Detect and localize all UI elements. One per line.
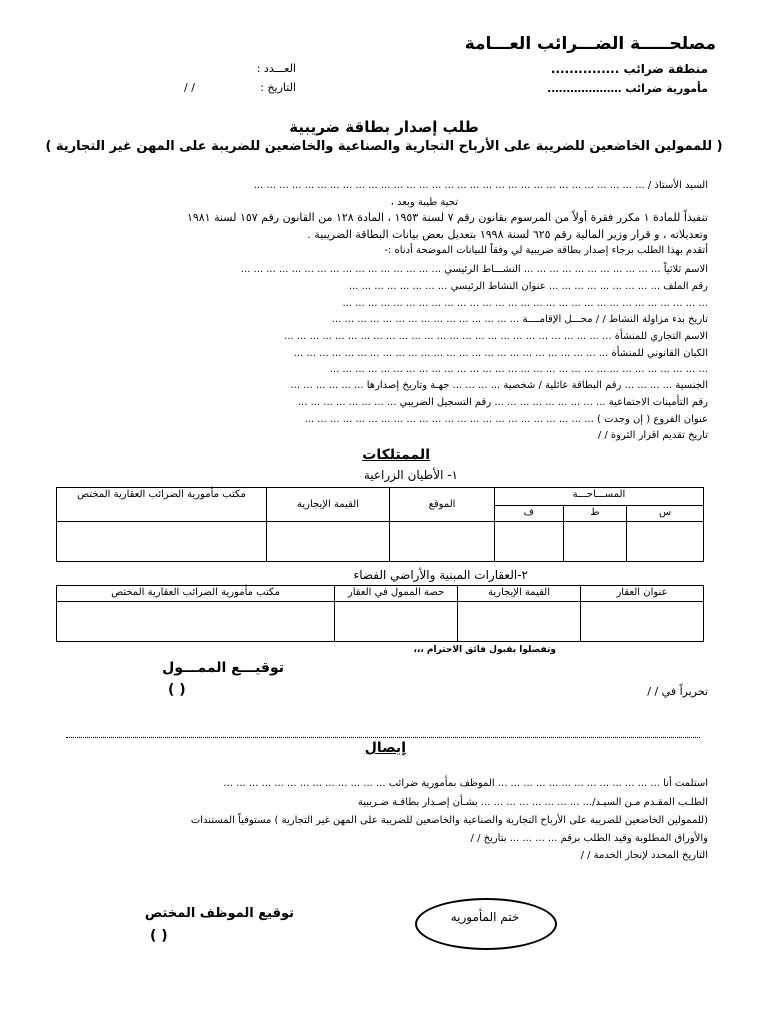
office-stamp-label: ختم المأموريه [450, 910, 520, 924]
line-dots: ... ... ... ... ... ... ... ... ... ... ... ... ... ... ... ... ... ... ... ... ... ... ... ... ... ... ... ... ... [342, 298, 708, 309]
line-dots-2: ... ... ... ... ... ... ... ... ... ... ... ... ... ... ... ... ... ... ... ... ... ... ... ... ... ... ... ... ... ... [329, 364, 708, 375]
officer-signature-parens: ( ) [150, 928, 168, 944]
line-addressee: السيد الأستاذ / ... ... ... ... ... ... ... ... ... ... ... ... ... ... ... ... ... ... ... ... ... ... ... ... ... ... ... ... ... ... ... [253, 180, 708, 191]
agri-cell [57, 522, 267, 562]
agri-table [56, 487, 704, 562]
receipt-line-2: الطلـب المقـدم مـن السيـد/... ... ... ... ... ... ... ... ... بشـأن إصـدار بطاقـة ضـريبية [357, 797, 708, 808]
receipt-line-3: (للممولين الخاضعين للضريبة على الأرباح التجارية والصناعية والخاضعين للضريبة على المهن غير التجارية ) مستوفياً المستندات [190, 815, 708, 826]
line-request: أتقدم بهذا الطلب برجاء إصدار بطاقة ضريبية لي وفقاً للبيانات الموضحة أدناه :- [384, 245, 708, 256]
agri-sub-col-2: ط [563, 506, 627, 522]
taxpayer-signature-label: توقيـــع الممـــول [162, 660, 284, 676]
office-dots: …………….…. [547, 82, 622, 95]
agri-col-office: مكتب مأمورية الضرائب العقارية المختص [57, 488, 267, 522]
build-col-address: عنوان العقار [581, 586, 704, 602]
line-wealth-date: تاريخ تقديم اقرار الثروة / / [597, 430, 708, 441]
agri-col-location: الموقع [390, 488, 495, 522]
region-label-text: منطقة ضرائب [623, 62, 708, 76]
agri-col-rent: القيمة الإيجارية [267, 488, 390, 522]
properties-heading: الممتلكات [362, 447, 430, 463]
office-stamp-oval [415, 898, 557, 950]
line-law-2: وتعديلاته ، و قرار وزير المالية رقم ٦٢٥ لسنة ١٩٩٨ بتعديل بعض بيانات البطاقة الضريبية . [307, 228, 708, 241]
form-title: طلب إصدار بطاقة ضريبية [289, 118, 479, 136]
agri-cell [267, 522, 390, 562]
dotted-separator [66, 737, 700, 738]
line-nationality: الجنسية ... ... ... ... رقم البطاقة عائلية / شخصية ... ... ... ... جهـة وتاريخ إصدارها ... ... ... ... ... ... [290, 380, 708, 391]
authority-title: مصلحـــــة الضـــرائب العـــامة [464, 34, 716, 54]
line-file-number: رقم الملف ... ... ... ... ... ... ... ... ... عنوان النشاط الرئيسي ... ... ... ... ... ... ... ... [348, 281, 708, 292]
region-dots: ............... [550, 62, 620, 76]
line-legal-entity: الكيان القانوني للمنشأة ... ... ... ... ... ... ... ... ... ... ... ... ... ... ... ... ... ... ... ... ... ... ... ... ... [293, 348, 708, 359]
buildings-table [56, 585, 704, 642]
agri-cell [563, 522, 627, 562]
line-greeting: تحية طيبة وبعد ، [390, 197, 458, 208]
build-col-share: حصة الممول في العقار [335, 586, 458, 602]
line-trade-name: الاسم التجاري للمنشأة ... ... ... ... ... ... ... ... ... ... ... ... ... ... ... ... ... ... ... ... ... ... ... ... ... ... [284, 331, 708, 342]
office-label-text: مأمورية ضرائب [625, 82, 708, 95]
build-cell [335, 602, 458, 642]
agri-cell [390, 522, 495, 562]
respect-line: وتفضلوا بقبول فائق الاحترام ،،، [413, 645, 556, 655]
agri-cell [627, 522, 704, 562]
build-cell [458, 602, 581, 642]
agri-col-area: المســـاحـــة [495, 488, 704, 506]
line-start-date: تاريخ بدء مزاولة النشاط / / محـــل الإقامــــة ... ... ... ... ... ... ... ... ... ... ... ... ... ... ... [331, 314, 708, 325]
line-name: الاسم ثلاثياً ... ... ... ... ... ... ... ... ... ... ... النشـــاط الرئيسي ... ... ... ... ... ... ... ... ... ... ... ... ... ... ... ... [240, 264, 708, 275]
region-label [551, 62, 708, 76]
line-insurance: رقم التأمينات الاجتماعية ... ... ... ... ... ... ... ... ... رقم التسجيل الضريبي ... ... ... ... ... ... ... ... [297, 397, 708, 408]
agri-sub-col-1: س [627, 506, 704, 522]
written-in-date: تحريراً في / / [647, 685, 708, 698]
agri-cell [495, 522, 564, 562]
number-label: العـــدد : [256, 62, 296, 75]
line-branches: عنوان الفروع ( إن وجدت ) ... ... ... ... ... ... ... ... ... ... ... ... ... ... ... ... ... ... ... ... ... ... ... [304, 414, 708, 425]
build-col-rent: القيمة الإيجارية [458, 586, 581, 602]
receipt-line-5: التاريخ المحدد لإنجاز الخدمة / / [580, 850, 708, 861]
receipt-line-1: استلمت أنا ... ... ... ... ... ... ... ... ... ... ... ... ... الموظف بمأمورية ضرائب ... ... ... ... ... ... ... ... ... ... ... ... ... [223, 778, 708, 789]
receipt-title: إيصال [364, 740, 406, 756]
date-slashes: / / [184, 81, 195, 94]
build-cell [57, 602, 335, 642]
form-subtitle: ( للممولين الخاضعين للضريبة على الأرباح التجارية والصناعية والخاضعين للضريبة على المهن غير التجارية ) [45, 139, 723, 154]
taxpayer-signature-parens: ( ) [168, 682, 186, 698]
officer-signature-label: توقيع الموظف المختص [144, 906, 294, 921]
receipt-line-4: والأوراق المطلوبة وقيد الطلب برقم ... ... ... ... بتاريخ / / [470, 833, 708, 844]
date-label: التاريخ : [260, 81, 296, 94]
build-heading: ٢-العقارات المبنية والأراضي الفضاء [353, 568, 528, 582]
build-col-office: مكتب مأمورية الضرائب العقارية المختص [57, 586, 335, 602]
build-cell [581, 602, 704, 642]
line-law-1: تنفيذاً للمادة ١ مكرر فقرة أولاً من المرسوم بقانون رقم ٧ لسنة ١٩٥٣ ، المادة ١٢٨ من القانون رقم ١٥٧ لسنة ١٩٨١ [186, 211, 708, 224]
agri-sub-col-3: ف [495, 506, 564, 522]
office-label [547, 82, 708, 95]
agri-heading: ١- الأطيان الزراعية [363, 468, 458, 482]
